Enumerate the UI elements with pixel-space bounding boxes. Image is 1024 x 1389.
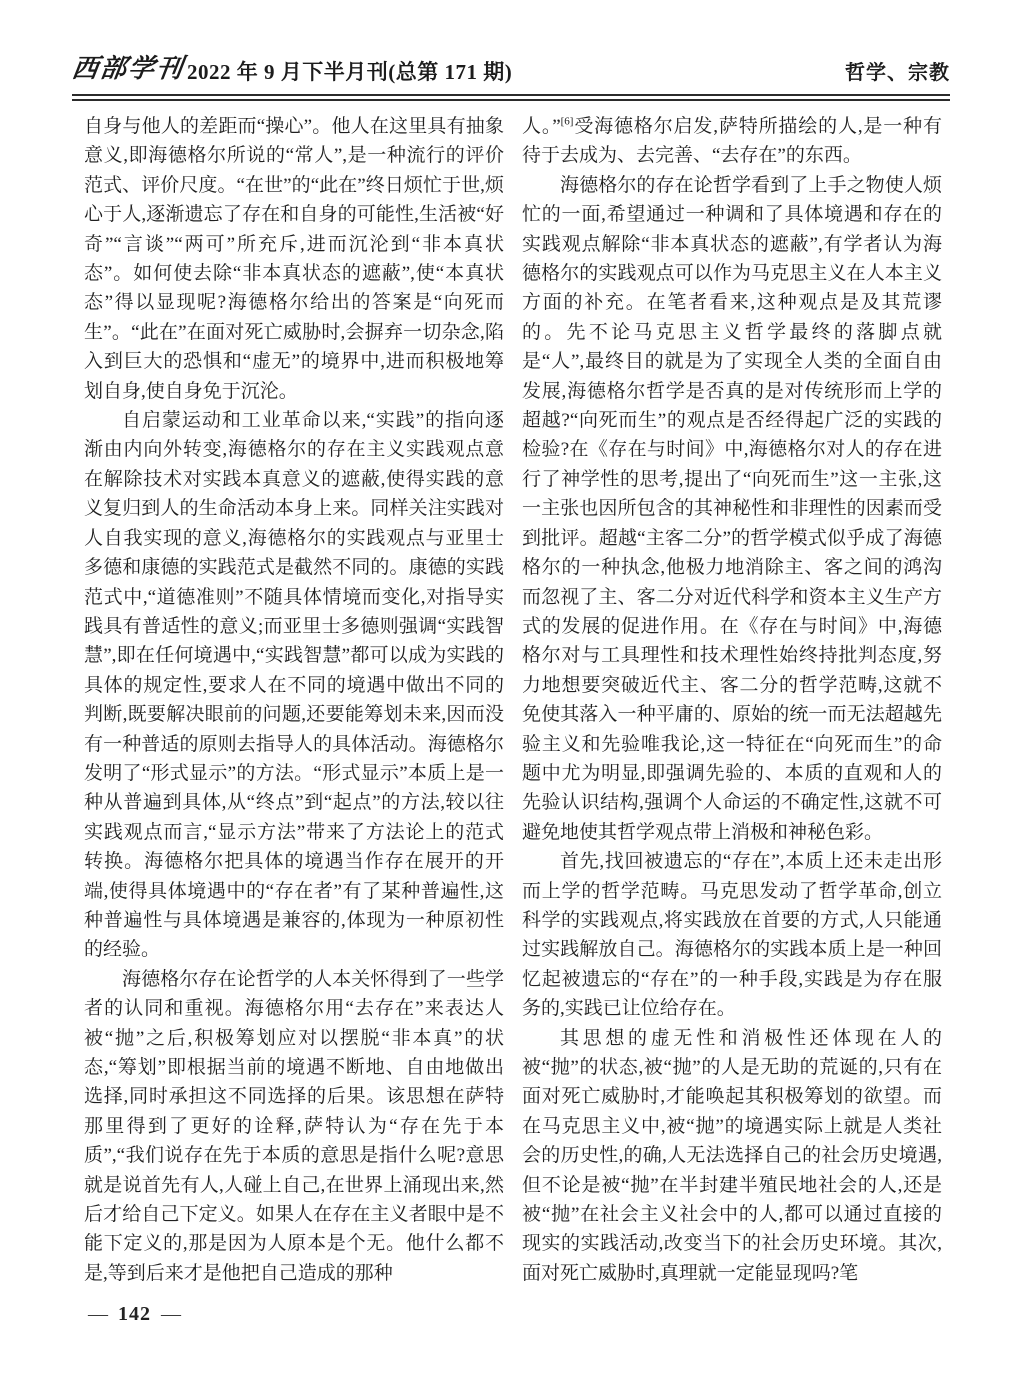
paragraph-right-4: 其思想的虚无性和消极性还体现在人的被“抛”的状态,被“抛”的人是无助的荒诞的,只有在面对死亡威胁时,才能唤起其积极筹划的欲望。而在马克思主义中,被“抛”的境遇实际上就是人类社会的历史性,的确,人无法选择自己的社会历史境遇,但不论是被“抛”在半封建半殖民地社会的人,还是被“抛”在社会主义社会中的人,都可以通过直接的现实的实践活动,改变当下的社会历史环境。其次,面对死亡威胁时,真理就一定能显现吗?笔 [522,1027,942,1284]
page-footer [88,1303,181,1326]
paragraph-right-1-text-after-ref: 受海德格尔启发,萨特所描绘的人,是一种有待于去成为、去完善、“去存在”的东西。 [522,116,942,167]
footer-dash-left: — [88,1303,108,1325]
paragraph-right-3: 首先,找回被遗忘的“存在”,本质上还未走出形而上学的哲学范畴。马克思发动了哲学革命,创立科学的实践观点,将实践放在首要的方式,人只能通过实践解放自己。海德格尔的实践本质上是一种回忆起被遗忘的“存在”的一种手段,实践是为存在服务的,实践已让位给存在。 [522,851,942,1020]
paragraph-left-2: 自启蒙运动和工业革命以来,“实践”的指向逐渐由内向外转变,海德格尔的存在主义实践观点意在解除技术对实践本真意义的遮蔽,使得实践的意义复归到人的生命活动本身上来。同样关注实践对人自我实现的意义,海德格尔的实践观点与亚里士多德和康德的实践范式是截然不同的。康德的实践范式中,“道德准则”不随具体情境而变化,对指导实践具有普适性的意义;而亚里士多德则强调“实践智慧”,即在任何境遇中,“实践智慧”都可以成为实践的具体的规定性,要求人在不同的境遇中做出不同的判断,既要解决眼前的问题,还要能筹划未来,因而没有一种普适的原则去指导人的具体活动。海德格尔发明了“形式显示”的方法。“形式显示”本质上是一种从普遍到具体,从“终点”到“起点”的方法,较以往实践观点而言,“显示方法”带来了方法论上的范式转换。海德格尔把具体的境遇当作存在展开的开端,使得具体境遇中的“存在者”有了某种普遍性,这种普遍性与具体境遇是兼容的,体现为一种原初性的经验。 [84,410,504,961]
paragraph-left-1: 自身与他人的差距而“操心”。他人在这里具有抽象意义,即海德格尔所说的“常人”,是一种流行的评价范式、评价尺度。“在世”的“此在”终日烦忙于世,烦心于人,逐渐遗忘了存在和自身的可能性,生活被“好奇”“言谈”“两可”所充斥,进而沉沦到“非本真状态”。如何使去除“非本真状态的遮蔽”,使“本真状态”得以显现呢?海德格尔给出的答案是“向死而生”。“此在”在面对死亡威胁时,会摒弃一切杂念,陷入到巨大的恐惧和“虚无”的境界中,进而积极地筹划自身,使自身免于沉沦。 [84,116,504,402]
footer-dash-right: — [161,1303,181,1325]
left-column [84,112,504,1288]
paragraph-right-2: 海德格尔的存在论哲学看到了上手之物使人烦忙的一面,希望通过一种调和了具体境遇和存在的实践观点解除“非本真状态的遮蔽”,有学者认为海德格尔的实践观点可以作为马克思主义在人本主义方面的补充。在笔者看来,这种观点是及其荒谬的。先不论马克思主义哲学最终的落脚点就是“人”,最终目的就是为了实现全人类的全面自由发展,海德格尔哲学是否真的是对传统形而上学的超越?“向死而生”的观点是否经得起广泛的实践的检验?在《存在与时间》中,海德格尔对人的存在进行了神学性的思考,提出了“向死而生”这一主张,这一主张也因所包含的其神秘性和非理性的因素而受到批评。超越“主客二分”的哲学模式似乎成了海德格尔的一种执念,他极力地消除主、客之间的鸿沟而忽视了主、客二分对近代科学和资本主义生产方式的发展的促进作用。在《存在与时间》中,海德格尔对与工具理性和技术理性始终持批判态度,努力地想要突破近代主、客二分的哲学范畴,这就不免使其落入一种平庸的、原始的统一而无法超越先验主义和先验唯我论,这一特征在“向死而生”的命题中尤为明显,即强调先验的、本质的直观和人的先验认识结构,强调个人命运的不确定性,这就不可避免地使其哲学观点带上消极和神秘色彩。 [522,174,942,843]
issue-info: 2022 年 9 月下半月刊(总第 171 期) [187,59,513,84]
footnote-ref-6: [6] [560,115,574,128]
page-header [72,56,950,84]
right-column [522,112,942,1288]
header-divider [72,94,950,101]
paragraph-left-3: 海德格尔存在论哲学的人本关怀得到了一些学者的认同和重视。海德格尔用“去存在”来表达人被“抛”之后,积极筹划应对以摆脱“非本真”的状态,“筹划”即根据当前的境遇不断地、自由地做出选择,同时承担这不同选择的后果。该思想在萨特那里得到了更好的诠释,萨特认为“存在先于本质”,“我们说存在先于本质的意思是指什么呢?意思就是说首先有人,人碰上自己,在世界上涌现出来,然后才给自己下定义。如果人在存在主义者眼中是不能下定义的,那是因为人原本是个无。他什么都不是,等到后来才是他把自己造成的那种 [84,968,504,1284]
journal-logo: 西部学刊 [70,54,187,83]
paragraph-right-1-text: 人。” [522,116,561,137]
section-label: 哲学、宗教 [845,62,950,84]
page-number: 142 [118,1303,151,1325]
journal-brand [72,56,512,84]
paragraph-right-1 [522,112,942,171]
